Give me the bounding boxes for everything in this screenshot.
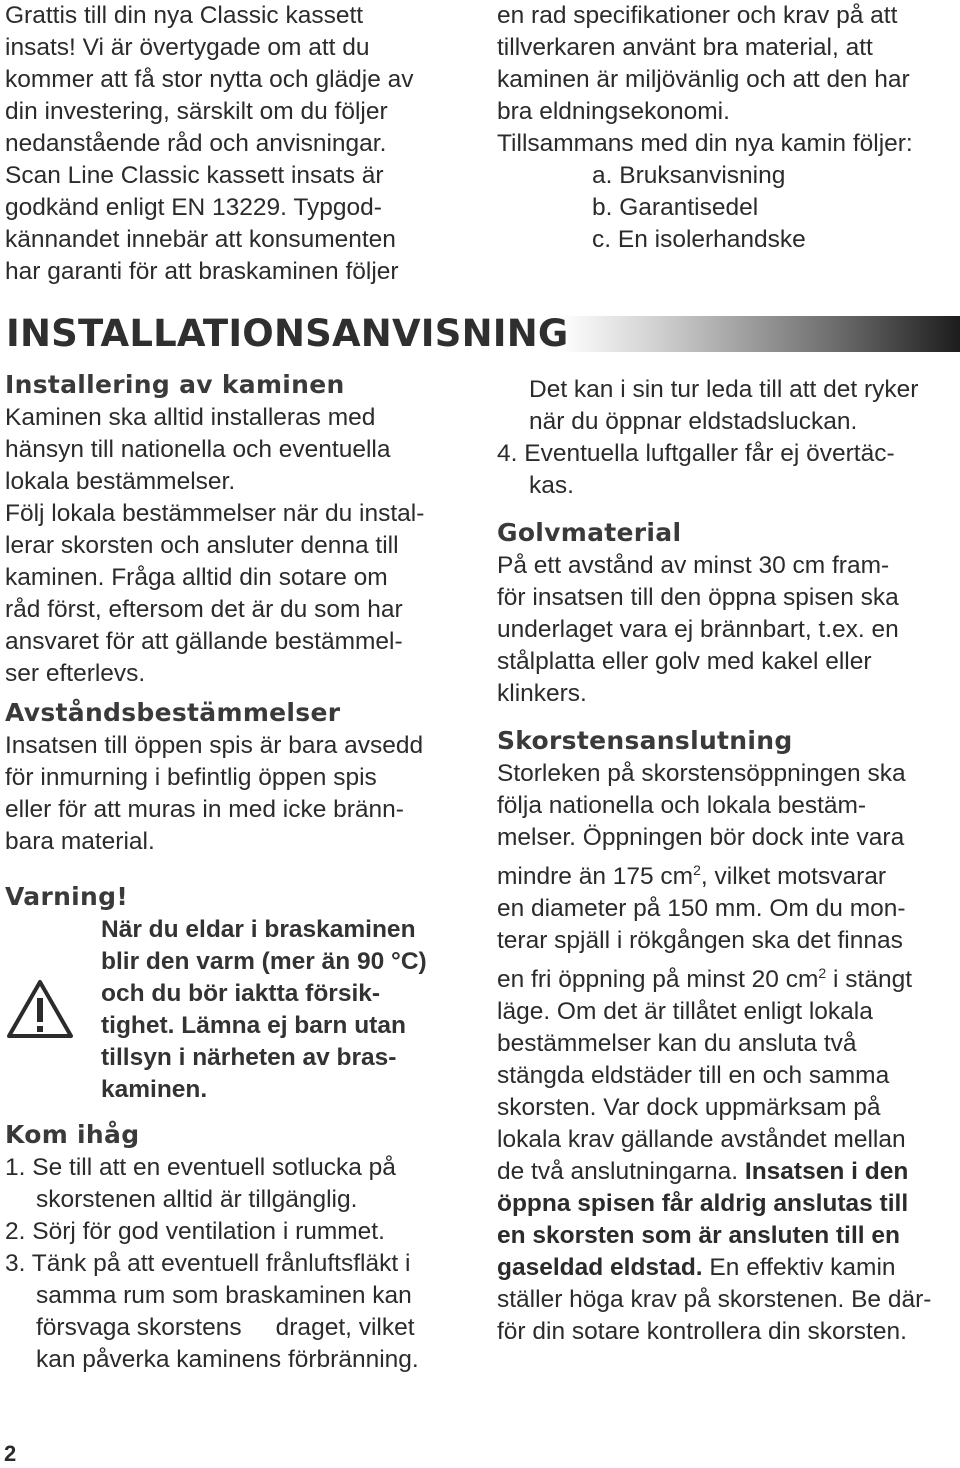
text-line: Insatsen till öppen spis är bara avsedd [5,732,424,759]
included-items-list [497,160,960,256]
text-line: kommer att få stor nytta och glädje av [5,66,414,93]
superscript: 2 [693,862,701,878]
text-line: för inmurning i befintlig öppen spis [5,764,377,791]
superscript: 2 [818,965,827,982]
list-item-continued: skorstenen alltid är tillgänglig. [36,1186,358,1213]
intro-paragraph [5,0,475,288]
warning-text [101,914,481,1106]
text-line: tillverkaren använt bra material, att [497,34,873,61]
bold-text-line: en skorsten som är ansluten till en [497,1222,901,1250]
text-line [497,957,960,996]
intro-right-column [497,0,960,256]
heading-varning: Varning! [5,882,129,911]
text-line: följa nationella och lokala bestäm- [497,792,867,819]
intro-left-column [5,0,475,288]
text-line: bestämmelser kan du ansluta två [497,1030,857,1058]
text-line: klinkers. [497,680,587,707]
text-line: Grattis till din nya Classic kassett [5,2,364,29]
text-line: melser. Öppningen bör dock inte vara [497,824,905,851]
text-fragment: i stängt [826,966,913,994]
text-line: skorsten. Var dock uppmärksam på [497,1094,881,1122]
golvmaterial-paragraph [497,550,960,710]
text-line: underlaget vara ej brännbart, t.ex. en [497,616,899,643]
text-line: blir den varm (mer än 90 °C) [101,948,427,975]
list-item: 1. Se till att en eventuell sotlucka på [5,1154,396,1181]
text-line: Följ lokala bestämmelser när du instal- [5,500,425,527]
text-line: kaminen. [101,1076,208,1103]
text-line: råd först, eftersom det är du som har [5,596,403,623]
warning-block [5,914,485,1118]
text-line: Scan Line Classic kassett insats är [5,162,384,189]
text-fragment: mindre än 175 cm [497,863,694,891]
bold-text: gaseldad eldstad. [497,1254,703,1282]
text-line: Tillsammans med din nya kamin följer: [497,130,913,157]
page-number: 2 [4,1441,17,1466]
text-line: När du eldar i braskaminen [101,916,416,943]
list-item: c. En isolerhandske [592,226,806,253]
text-line: en diameter på 150 mm. Om du mon- [497,895,906,923]
warning-triangle-icon [5,978,75,1040]
text-fragment: de två anslutningarna. [497,1158,745,1186]
list-item: b. Garantisedel [592,194,759,221]
text-line: nedanstående råd och anvisningar. [5,130,387,157]
text-line: stålplatta eller golv med kakel eller [497,648,872,675]
text-line: bra eldningsekonomi. [497,98,730,125]
kom-ihag-list [5,1152,485,1376]
text-line [497,1252,960,1284]
text-line: tillsyn i närheten av bras- [101,1044,397,1071]
text-fragment: en fri öppning på minst 20 cm [497,966,819,994]
list-item: 3. Tänk på att eventuell frånluftsfläkt i [5,1250,411,1277]
bold-text-line: öppna spisen får aldrig anslutas till [497,1190,909,1218]
text-fragment: En effektiv kamin [702,1254,896,1282]
text-fragment: , vilket motsvarar [700,863,887,891]
text-line: tighet. Lämna ej barn utan [101,1012,406,1039]
text-line: ställer höga krav på skorstenen. Be där- [497,1286,932,1314]
list-item-continued: kas. [529,472,574,499]
text-line: och du bör iaktta försik- [101,980,381,1007]
list-item-continued: Det kan i sin tur leda till att det ryker [529,376,919,403]
list-item: 4. Eventuella luftgaller får ej övertäc- [497,440,895,467]
text-line: hänsyn till nationella och eventuella [5,436,391,463]
text-line: lokala bestämmelser. [5,468,236,495]
left-column [5,368,485,1376]
list-item: a. Bruksanvisning [592,162,786,189]
text-line: insats! Vi är övertygade om att du [5,34,370,61]
section-banner [0,306,960,362]
text-line: har garanti för att braskaminen följer [5,258,399,285]
text-line: för insatsen till den öppna spisen ska [497,584,899,611]
text-line: en rad specifikationer och krav på att [497,2,898,29]
text-line: kännandet innebär att konsumenten [5,226,396,253]
heading-installering: Installering av kaminen [5,370,345,399]
text-line: ser efterlevs. [5,660,146,687]
list-item-continued: försvaga skorstens draget, vilket [36,1314,415,1341]
text-line: lerar skorsten och ansluter denna till [5,532,399,559]
text-line: lokala krav gällande avståndet mellan [497,1126,906,1154]
text-line: Storleken på skorstensöppningen ska [497,760,906,787]
section-title: INSTALLATIONSANVISNING [6,312,569,355]
right-column [497,374,960,1348]
text-line: ansvaret för att gällande bestämmel- [5,628,403,655]
text-line: terar spjäll i rökgången ska det finnas [497,927,903,955]
text-line [497,1156,960,1188]
text-line: för din sotare kontrollera din skorsten. [497,1318,907,1346]
avstand-paragraph [5,730,485,858]
text-line: Kaminen ska alltid installeras med [5,404,376,431]
text-line [497,854,960,893]
text-line: din investering, särskilt om du följer [5,98,388,125]
text-line: läge. Om det är tillåtet enligt lokala [497,998,873,1026]
text-line: eller för att muras in med icke bränn- [5,796,404,823]
list-item: 2. Sörj för god ventilation i rummet. [5,1218,385,1245]
text-line: kaminen är miljövänlig och att den har [497,66,910,93]
heading-golvmaterial: Golvmaterial [497,518,682,547]
skorsten-paragraph [497,758,960,1348]
text-line: kaminen. Fråga alltid din sotare om [5,564,388,591]
text-line: bara material. [5,828,155,855]
heading-avstand: Avståndsbestämmelser [5,698,341,727]
text-line: godkänd enligt EN 13229. Typgod- [5,194,382,221]
kom-ihag-continued [497,374,960,502]
text-line: stängda eldstäder till en och samma [497,1062,890,1090]
gradient-bar [560,316,960,352]
heading-kom-ihag: Kom ihåg [5,1120,140,1149]
text-line: På ett avstånd av minst 30 cm fram- [497,552,890,579]
bold-text: Insatsen i den [744,1158,909,1186]
list-item-continued: samma rum som braskaminen kan [36,1282,412,1309]
installering-paragraph [5,402,485,690]
list-item-continued: när du öppnar eldstadsluckan. [529,408,858,435]
intro-paragraph-continued [497,0,960,160]
list-item-continued: kan påverka kaminens förbränning. [36,1346,419,1373]
heading-skorsten: Skorstensanslutning [497,726,793,755]
